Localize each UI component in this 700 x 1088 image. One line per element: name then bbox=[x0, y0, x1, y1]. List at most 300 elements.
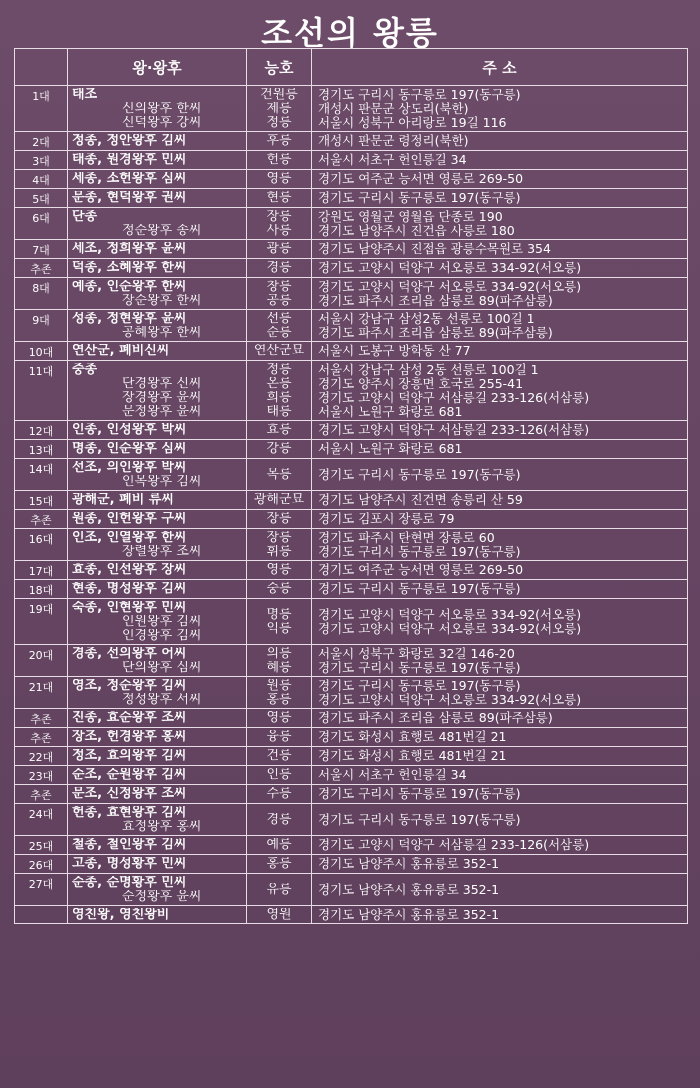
cell-address bbox=[312, 785, 688, 804]
cell-order: 9대 bbox=[15, 310, 68, 342]
cell-king-queen bbox=[68, 342, 247, 361]
cell-king-queen bbox=[68, 599, 247, 645]
cell-order: 11대 bbox=[15, 361, 68, 421]
table-row bbox=[15, 709, 688, 728]
address-line: 서울시 노원구 화랑로 681 bbox=[318, 442, 463, 456]
king-name: 문조, 신정왕후 조씨 bbox=[72, 787, 187, 801]
cell-king-queen bbox=[68, 421, 247, 440]
cell-order: 25대 bbox=[15, 836, 68, 855]
address-line: 경기도 파주시 조리읍 삼릉로 89(파주삼릉) bbox=[318, 325, 553, 340]
king-name: 현종, 명성왕후 김씨 bbox=[72, 582, 187, 596]
cell-king-queen bbox=[68, 785, 247, 804]
cell-address bbox=[312, 170, 688, 189]
cell-tomb-name bbox=[247, 529, 312, 561]
king-name: 헌종, 효현왕후 김씨 bbox=[72, 805, 187, 820]
royal-tombs-table bbox=[14, 48, 688, 924]
address-line: 경기도 여주군 능서면 영릉로 269-50 bbox=[318, 563, 524, 577]
tomb-name: 영릉 bbox=[266, 563, 292, 577]
king-name: 진종, 효순왕후 조씨 bbox=[72, 711, 187, 725]
tomb-name: 순릉 bbox=[266, 325, 292, 340]
cell-order: 7대 bbox=[15, 240, 68, 259]
table-row bbox=[15, 342, 688, 361]
address-line: 서울시 성북구 아리랑로 19길 116 bbox=[318, 115, 507, 130]
address-line: 경기도 구리시 동구릉로 197(동구릉) bbox=[318, 467, 521, 482]
cell-address bbox=[312, 151, 688, 170]
tomb-name: 장릉 bbox=[266, 530, 292, 545]
address-line: 경기도 고양시 덕양구 서오릉로 334-92(서오릉) bbox=[318, 607, 582, 622]
address-line: 경기도 구리시 동구릉로 197(동구릉) bbox=[318, 87, 521, 102]
queen-name: 순정황후 윤씨 bbox=[122, 889, 202, 904]
king-name: 고종, 명성황후 민씨 bbox=[72, 857, 187, 871]
header-king-queen: 왕·왕후 bbox=[68, 49, 247, 86]
tomb-name: 목릉 bbox=[266, 467, 292, 482]
cell-address bbox=[312, 208, 688, 240]
cell-king-queen bbox=[68, 151, 247, 170]
cell-address bbox=[312, 189, 688, 208]
tomb-name: 영릉 bbox=[266, 172, 292, 186]
address-line: 경기도 고양시 덕양구 서삼릉길 233-126(서삼릉) bbox=[318, 423, 590, 437]
king-name: 원종, 인헌왕후 구씨 bbox=[72, 512, 187, 526]
queen-name: 신덕왕후 강씨 bbox=[122, 115, 202, 130]
table-row bbox=[15, 785, 688, 804]
cell-king-queen bbox=[68, 874, 247, 906]
address-line: 서울시 노원구 화랑로 681 bbox=[318, 404, 463, 419]
table-row bbox=[15, 677, 688, 709]
address-line: 경기도 양주시 장흥면 호국로 255-41 bbox=[318, 376, 524, 391]
cell-order: 3대 bbox=[15, 151, 68, 170]
cell-order: 추존 bbox=[15, 709, 68, 728]
cell-address bbox=[312, 240, 688, 259]
queen-name: 효정왕후 홍씨 bbox=[122, 819, 202, 834]
tomb-name: 공릉 bbox=[266, 293, 292, 308]
queen-name: 정순왕후 송씨 bbox=[122, 223, 202, 238]
cell-king-queen bbox=[68, 189, 247, 208]
king-name: 인조, 인열왕후 한씨 bbox=[72, 530, 187, 545]
address-line: 서울시 강남구 삼성 2동 선릉로 100길 1 bbox=[318, 362, 539, 377]
queen-name: 단경왕후 신씨 bbox=[122, 376, 202, 391]
cell-order: 추존 bbox=[15, 259, 68, 278]
king-name: 인종, 인성왕후 박씨 bbox=[72, 423, 187, 437]
address-line: 경기도 파주시 탄현면 장릉로 60 bbox=[318, 530, 495, 545]
address-line: 경기도 남양주시 홍유릉로 352-1 bbox=[318, 857, 500, 871]
cell-tomb-name bbox=[247, 599, 312, 645]
cell-address bbox=[312, 728, 688, 747]
cell-king-queen bbox=[68, 836, 247, 855]
cell-order: 17대 bbox=[15, 561, 68, 580]
tomb-name: 경릉 bbox=[266, 261, 292, 275]
cell-order: 추존 bbox=[15, 785, 68, 804]
cell-order: 8대 bbox=[15, 278, 68, 310]
address-line: 경기도 고양시 덕양구 서오릉로 334-92(서오릉) bbox=[318, 621, 582, 636]
tomb-name: 제릉 bbox=[266, 101, 292, 116]
table-row bbox=[15, 855, 688, 874]
king-name: 광해군, 폐비 류씨 bbox=[72, 493, 174, 507]
cell-order: 6대 bbox=[15, 208, 68, 240]
table-row bbox=[15, 580, 688, 599]
cell-king-queen bbox=[68, 361, 247, 421]
queen-name: 장순왕후 한씨 bbox=[122, 293, 202, 308]
cell-address bbox=[312, 440, 688, 459]
tomb-name: 경릉 bbox=[266, 812, 292, 827]
cell-tomb-name bbox=[247, 836, 312, 855]
king-name: 영친왕, 영친왕비 bbox=[72, 907, 170, 922]
cell-king-queen bbox=[68, 440, 247, 459]
cell-address bbox=[312, 855, 688, 874]
table-row bbox=[15, 86, 688, 132]
cell-address bbox=[312, 529, 688, 561]
queen-name: 인원왕후 김씨 bbox=[122, 614, 202, 629]
tomb-name: 사릉 bbox=[266, 223, 292, 238]
cell-king-queen bbox=[68, 677, 247, 709]
king-name: 숙종, 인현왕후 민씨 bbox=[72, 600, 187, 615]
cell-address bbox=[312, 259, 688, 278]
cell-order: 16대 bbox=[15, 529, 68, 561]
queen-name: 장경왕후 윤씨 bbox=[122, 390, 202, 405]
king-name: 성종, 정현왕후 윤씨 bbox=[72, 311, 187, 326]
king-name: 세조, 정희왕후 윤씨 bbox=[72, 242, 187, 256]
cell-order: 23대 bbox=[15, 766, 68, 785]
tomb-name: 현릉 bbox=[266, 191, 292, 205]
cell-tomb-name bbox=[247, 645, 312, 677]
tomb-name: 건릉 bbox=[266, 749, 292, 763]
tomb-name: 혜릉 bbox=[266, 660, 292, 675]
table-row bbox=[15, 361, 688, 421]
tomb-name: 선릉 bbox=[266, 311, 292, 326]
cell-king-queen bbox=[68, 709, 247, 728]
cell-address bbox=[312, 278, 688, 310]
tomb-name: 광해군묘 bbox=[253, 493, 305, 507]
tomb-name: 휘릉 bbox=[266, 544, 292, 559]
tomb-name: 인릉 bbox=[266, 768, 292, 782]
address-line: 경기도 파주시 조리읍 삼릉로 89(파주삼릉) bbox=[318, 711, 553, 725]
cell-address bbox=[312, 561, 688, 580]
table-row bbox=[15, 132, 688, 151]
tomb-name: 의릉 bbox=[266, 646, 292, 661]
cell-address bbox=[312, 342, 688, 361]
cell-order: 20대 bbox=[15, 645, 68, 677]
king-name: 철종, 철인왕후 김씨 bbox=[72, 838, 187, 852]
tomb-name: 유릉 bbox=[266, 882, 292, 897]
cell-address bbox=[312, 709, 688, 728]
cell-order: 22대 bbox=[15, 747, 68, 766]
cell-tomb-name bbox=[247, 259, 312, 278]
table-row bbox=[15, 189, 688, 208]
king-name: 단종 bbox=[72, 209, 98, 224]
cell-order: 14대 bbox=[15, 459, 68, 491]
cell-king-queen bbox=[68, 310, 247, 342]
address-line: 경기도 고양시 덕양구 서오릉로 334-92(서오릉) bbox=[318, 692, 582, 707]
tomb-name: 정릉 bbox=[266, 362, 292, 377]
cell-order: 2대 bbox=[15, 132, 68, 151]
address-line: 개성시 판문군 령정리(북한) bbox=[318, 134, 469, 148]
cell-order: 추존 bbox=[15, 510, 68, 529]
table-row bbox=[15, 310, 688, 342]
cell-king-queen bbox=[68, 645, 247, 677]
address-line: 경기도 남양주시 진건면 송릉리 산 59 bbox=[318, 493, 523, 507]
king-name: 장조, 헌경왕후 홍씨 bbox=[72, 730, 187, 744]
cell-order: 추존 bbox=[15, 728, 68, 747]
cell-address bbox=[312, 906, 688, 924]
address-line: 서울시 서초구 헌인릉길 34 bbox=[318, 768, 467, 782]
cell-tomb-name bbox=[247, 906, 312, 924]
cell-tomb-name bbox=[247, 491, 312, 510]
address-line: 경기도 구리시 동구릉로 197(동구릉) bbox=[318, 787, 521, 801]
cell-tomb-name bbox=[247, 728, 312, 747]
cell-tomb-name bbox=[247, 132, 312, 151]
king-name: 예종, 인순왕후 한씨 bbox=[72, 279, 187, 294]
cell-king-queen bbox=[68, 491, 247, 510]
table-row bbox=[15, 151, 688, 170]
cell-king-queen bbox=[68, 170, 247, 189]
king-name: 문종, 현덕왕후 권씨 bbox=[72, 191, 187, 205]
cell-king-queen bbox=[68, 259, 247, 278]
cell-king-queen bbox=[68, 132, 247, 151]
address-line: 경기도 화성시 효행로 481번길 21 bbox=[318, 730, 507, 744]
tomb-name: 온릉 bbox=[266, 376, 292, 391]
table-row bbox=[15, 906, 688, 924]
king-name: 연산군, 폐비신씨 bbox=[72, 344, 170, 358]
tomb-name: 명릉 bbox=[266, 607, 292, 622]
cell-tomb-name bbox=[247, 440, 312, 459]
table-row bbox=[15, 766, 688, 785]
tomb-name: 효릉 bbox=[266, 423, 292, 437]
address-line: 경기도 고양시 덕양구 서삼릉길 233-126(서삼릉) bbox=[318, 838, 590, 852]
cell-address bbox=[312, 836, 688, 855]
cell-order: 21대 bbox=[15, 677, 68, 709]
cell-tomb-name bbox=[247, 240, 312, 259]
address-line: 경기도 여주군 능서면 영릉로 269-50 bbox=[318, 172, 524, 186]
cell-king-queen bbox=[68, 766, 247, 785]
queen-name: 인경왕후 김씨 bbox=[122, 628, 202, 643]
cell-address bbox=[312, 421, 688, 440]
tomb-name: 강릉 bbox=[266, 442, 292, 456]
cell-tomb-name bbox=[247, 766, 312, 785]
tomb-name: 창릉 bbox=[266, 279, 292, 294]
cell-king-queen bbox=[68, 278, 247, 310]
table-row bbox=[15, 561, 688, 580]
address-line: 경기도 김포시 장릉로 79 bbox=[318, 512, 455, 526]
address-line: 경기도 남양주시 홍유릉로 352-1 bbox=[318, 907, 500, 922]
cell-address bbox=[312, 310, 688, 342]
address-line: 경기도 구리시 동구릉로 197(동구릉) bbox=[318, 660, 521, 675]
cell-address bbox=[312, 361, 688, 421]
cell-king-queen bbox=[68, 561, 247, 580]
cell-address bbox=[312, 766, 688, 785]
tomb-name: 영릉 bbox=[266, 711, 292, 725]
cell-address bbox=[312, 599, 688, 645]
tomb-name: 숭릉 bbox=[266, 582, 292, 596]
cell-king-queen bbox=[68, 529, 247, 561]
king-name: 정종, 정안왕후 김씨 bbox=[72, 134, 187, 148]
cell-king-queen bbox=[68, 855, 247, 874]
table-header-row bbox=[15, 49, 688, 86]
cell-address bbox=[312, 645, 688, 677]
table-row bbox=[15, 747, 688, 766]
table-row bbox=[15, 278, 688, 310]
king-name: 정조, 효의왕후 김씨 bbox=[72, 749, 187, 763]
queen-name: 인목왕후 김씨 bbox=[122, 474, 202, 489]
cell-king-queen bbox=[68, 747, 247, 766]
address-line: 경기도 파주시 조리읍 삼릉로 89(파주삼릉) bbox=[318, 293, 553, 308]
king-name: 세종, 소헌왕후 심씨 bbox=[72, 172, 187, 186]
cell-order: 5대 bbox=[15, 189, 68, 208]
cell-tomb-name bbox=[247, 208, 312, 240]
cell-tomb-name bbox=[247, 580, 312, 599]
tomb-name: 연산군묘 bbox=[253, 344, 305, 358]
king-name: 명종, 인순왕후 심씨 bbox=[72, 442, 187, 456]
cell-tomb-name bbox=[247, 677, 312, 709]
queen-name: 장렬왕후 조씨 bbox=[122, 544, 202, 559]
queen-name: 문정왕후 윤씨 bbox=[122, 404, 202, 419]
cell-tomb-name bbox=[247, 342, 312, 361]
table-row bbox=[15, 599, 688, 645]
cell-order: 1대 bbox=[15, 86, 68, 132]
cell-king-queen bbox=[68, 906, 247, 924]
cell-tomb-name bbox=[247, 804, 312, 836]
cell-address bbox=[312, 132, 688, 151]
cell-tomb-name bbox=[247, 421, 312, 440]
cell-address bbox=[312, 677, 688, 709]
king-name: 태조 bbox=[72, 87, 98, 102]
tomb-name: 장릉 bbox=[266, 512, 292, 526]
table-row bbox=[15, 240, 688, 259]
cell-king-queen bbox=[68, 580, 247, 599]
queen-name: 단의왕후 심씨 bbox=[122, 660, 202, 675]
tomb-name: 익릉 bbox=[266, 621, 292, 636]
tomb-name: 홍릉 bbox=[266, 857, 292, 871]
address-line: 경기도 남양주시 진건읍 사릉로 180 bbox=[318, 223, 515, 238]
cell-order: 10대 bbox=[15, 342, 68, 361]
cell-tomb-name bbox=[247, 310, 312, 342]
cell-tomb-name bbox=[247, 459, 312, 491]
tomb-name: 헌릉 bbox=[266, 153, 292, 167]
cell-address bbox=[312, 804, 688, 836]
cell-order: 26대 bbox=[15, 855, 68, 874]
page-title: 조선의 왕릉 bbox=[261, 14, 439, 52]
table-row bbox=[15, 529, 688, 561]
address-line: 경기도 고양시 덕양구 서오릉로 334-92(서오릉) bbox=[318, 261, 582, 275]
table-row bbox=[15, 510, 688, 529]
cell-king-queen bbox=[68, 804, 247, 836]
tomb-name: 수릉 bbox=[266, 787, 292, 801]
table-row bbox=[15, 874, 688, 906]
table-row bbox=[15, 170, 688, 189]
cell-king-queen bbox=[68, 208, 247, 240]
address-line: 경기도 구리시 동구릉로 197(동구릉) bbox=[318, 812, 521, 827]
cell-tomb-name bbox=[247, 278, 312, 310]
tomb-name: 원릉 bbox=[266, 678, 292, 693]
king-name: 순종, 순명황후 민씨 bbox=[72, 875, 187, 890]
cell-king-queen bbox=[68, 240, 247, 259]
cell-order: 18대 bbox=[15, 580, 68, 599]
table-row bbox=[15, 208, 688, 240]
table-row bbox=[15, 459, 688, 491]
cell-tomb-name bbox=[247, 170, 312, 189]
address-line: 경기도 남양주시 진접읍 광릉수목원로 354 bbox=[318, 242, 551, 256]
address-line: 경기도 구리시 동구릉로 197(동구릉) bbox=[318, 582, 521, 596]
queen-name: 정성왕후 서씨 bbox=[122, 692, 202, 707]
header-order bbox=[15, 49, 68, 86]
tomb-name: 홍릉 bbox=[266, 692, 292, 707]
cell-tomb-name bbox=[247, 709, 312, 728]
cell-address bbox=[312, 510, 688, 529]
address-line: 경기도 구리시 동구릉로 197(동구릉) bbox=[318, 678, 521, 693]
king-name: 태종, 원경왕후 민씨 bbox=[72, 153, 187, 167]
table-row bbox=[15, 645, 688, 677]
cell-tomb-name bbox=[247, 151, 312, 170]
table-row bbox=[15, 804, 688, 836]
address-line: 강원도 영월군 영월읍 단종로 190 bbox=[318, 209, 503, 224]
table-row bbox=[15, 440, 688, 459]
cell-tomb-name bbox=[247, 86, 312, 132]
table-row bbox=[15, 491, 688, 510]
cell-king-queen bbox=[68, 459, 247, 491]
king-name: 덕종, 소혜왕후 한씨 bbox=[72, 261, 187, 275]
cell-tomb-name bbox=[247, 785, 312, 804]
king-name: 경종, 선의왕후 어씨 bbox=[72, 646, 187, 661]
address-line: 경기도 남양주시 홍유릉로 352-1 bbox=[318, 882, 500, 897]
header-tomb-name: 능호 bbox=[247, 49, 312, 86]
king-name: 선조, 의인왕후 박씨 bbox=[72, 460, 187, 475]
cell-tomb-name bbox=[247, 361, 312, 421]
cell-order: 27대 bbox=[15, 874, 68, 906]
king-name: 순조, 순원왕후 김씨 bbox=[72, 768, 187, 782]
tomb-name: 건원릉 bbox=[260, 87, 298, 102]
cell-order: 24대 bbox=[15, 804, 68, 836]
cell-order: 19대 bbox=[15, 599, 68, 645]
address-line: 경기도 화성시 효행로 481번길 21 bbox=[318, 749, 507, 763]
cell-address bbox=[312, 874, 688, 906]
cell-tomb-name bbox=[247, 510, 312, 529]
address-line: 경기도 구리시 동구릉로 197(동구릉) bbox=[318, 544, 521, 559]
cell-address bbox=[312, 747, 688, 766]
table-row bbox=[15, 421, 688, 440]
tomb-name: 희릉 bbox=[266, 390, 292, 405]
address-line: 서울시 서초구 헌인릉길 34 bbox=[318, 153, 467, 167]
tomb-name: 태릉 bbox=[266, 404, 292, 419]
address-line: 경기도 구리시 동구릉로 197(동구릉) bbox=[318, 191, 521, 205]
cell-king-queen bbox=[68, 86, 247, 132]
cell-order: 15대 bbox=[15, 491, 68, 510]
cell-address bbox=[312, 459, 688, 491]
address-line: 개성시 판문군 상도리(북한) bbox=[318, 101, 469, 116]
table-row bbox=[15, 836, 688, 855]
king-name: 중종 bbox=[72, 362, 98, 377]
cell-address bbox=[312, 580, 688, 599]
cell-tomb-name bbox=[247, 561, 312, 580]
king-name: 효종, 인선왕후 장씨 bbox=[72, 563, 187, 577]
table-row bbox=[15, 259, 688, 278]
address-line: 경기도 고양시 덕양구 서오릉로 334-92(서오릉) bbox=[318, 279, 582, 294]
cell-address bbox=[312, 86, 688, 132]
tomb-name: 장릉 bbox=[266, 209, 292, 224]
queen-name: 공혜왕후 한씨 bbox=[122, 325, 202, 340]
tomb-name: 융릉 bbox=[266, 730, 292, 744]
tomb-name: 영원 bbox=[266, 907, 292, 922]
header-address: 주 소 bbox=[312, 49, 688, 86]
cell-tomb-name bbox=[247, 189, 312, 208]
address-line: 서울시 도봉구 방학동 산 77 bbox=[318, 344, 471, 358]
table-row bbox=[15, 728, 688, 747]
cell-tomb-name bbox=[247, 874, 312, 906]
cell-order: 4대 bbox=[15, 170, 68, 189]
king-name: 영조, 정순왕후 김씨 bbox=[72, 678, 187, 693]
cell-address bbox=[312, 491, 688, 510]
cell-tomb-name bbox=[247, 855, 312, 874]
tomb-name: 광릉 bbox=[266, 242, 292, 256]
cell-order: 12대 bbox=[15, 421, 68, 440]
address-line: 경기도 고양시 덕양구 서삼릉길 233-126(서삼릉) bbox=[318, 390, 590, 405]
